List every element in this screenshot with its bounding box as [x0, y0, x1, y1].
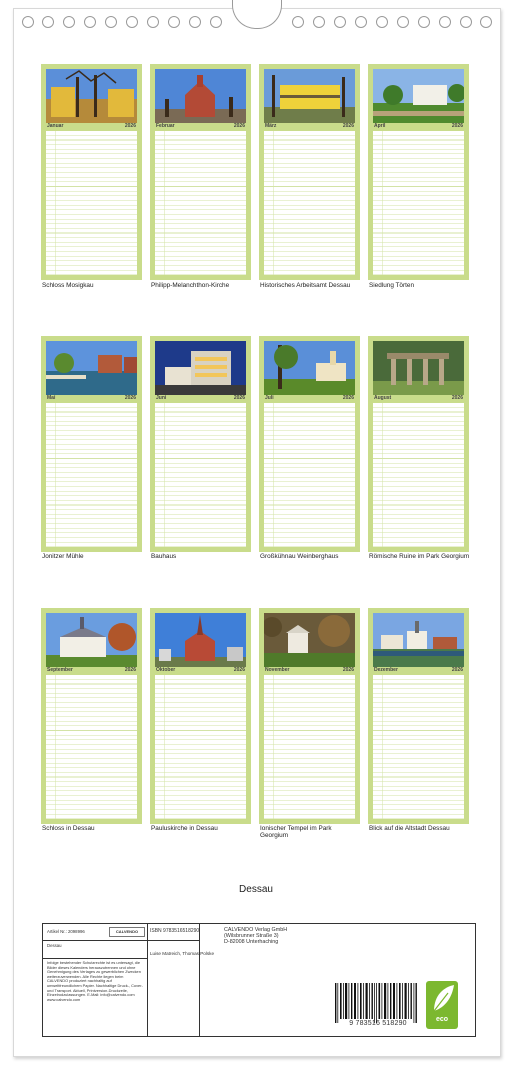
publisher-line: CALVENDO Verlag GmbH [224, 927, 288, 933]
month-header [46, 667, 137, 674]
month-year: 2026 [342, 395, 354, 401]
day-grid [46, 131, 137, 275]
month-panel-juni [150, 336, 251, 552]
product-info-box [42, 923, 476, 1037]
month-header [155, 123, 246, 130]
month-photo [155, 69, 246, 123]
month-photo [264, 69, 355, 123]
month-name: September [47, 667, 73, 673]
day-grid [264, 675, 355, 819]
month-name: Januar [47, 123, 64, 129]
binding-hole [355, 16, 367, 28]
month-year: 2026 [451, 395, 463, 401]
photo-caption: Historisches Arbeitsamt Dessau [260, 282, 351, 289]
article-number: Artikel Nr.: 2098996 [47, 929, 85, 934]
month-panel-juli [259, 336, 360, 552]
month-header [373, 395, 464, 402]
eco-label [426, 981, 458, 1029]
month-name: Oktober [156, 667, 176, 673]
month-photo [373, 341, 464, 395]
month-header [46, 395, 137, 402]
publisher-line: (Wilsbrunner Straße 3) [224, 933, 279, 940]
photo-caption: Großkühnau Weinberghaus [260, 553, 339, 560]
info-column-left [43, 924, 148, 1036]
month-panel-maerz [259, 64, 360, 280]
publisher-address [224, 927, 344, 946]
day-grid [264, 403, 355, 547]
binding-hole [105, 16, 117, 28]
month-year: 2026 [233, 667, 245, 673]
photo-caption: Ionischer Tempel im Park Georgium [260, 825, 332, 840]
binding-hole [480, 16, 492, 28]
month-year: 2026 [124, 123, 136, 129]
month-panel-mai [41, 336, 142, 552]
month-year: 2026 [233, 123, 245, 129]
barcode-number: 9 783516 518290 [349, 1020, 407, 1027]
binding-hole [63, 16, 75, 28]
info-column-middle [147, 924, 215, 1036]
month-header [264, 123, 355, 130]
binding-hole [397, 16, 409, 28]
month-header [155, 667, 246, 674]
day-grid [155, 403, 246, 547]
month-photo [46, 613, 137, 667]
month-panel-oktober [150, 608, 251, 824]
month-panel-dezember [368, 608, 469, 824]
month-year: 2026 [124, 667, 136, 673]
month-panel-april [368, 64, 469, 280]
month-header [373, 123, 464, 130]
day-grid [46, 675, 137, 819]
photo-caption: Römische Ruine im Park Georgium [369, 553, 470, 560]
month-panel-januar [41, 64, 142, 280]
month-header [155, 395, 246, 402]
divider [43, 940, 147, 941]
month-name: August [374, 395, 392, 401]
photo-caption: Siedlung Törten [369, 282, 415, 289]
binding-hole [126, 16, 138, 28]
month-photo [264, 341, 355, 395]
binding-hole [313, 16, 325, 28]
binding-hole [210, 16, 222, 28]
isbn: ISBN 9783516518290 [150, 928, 200, 934]
day-grid [155, 675, 246, 819]
month-panel-november [259, 608, 360, 824]
month-year: 2026 [124, 395, 136, 401]
month-name: Mai [47, 395, 56, 401]
binding-hole [418, 16, 430, 28]
binding-hole [168, 16, 180, 28]
month-name: November [265, 667, 290, 673]
month-panel-september [41, 608, 142, 824]
month-photo [155, 341, 246, 395]
photo-caption: Bauhaus [151, 553, 177, 560]
day-grid [373, 403, 464, 547]
divider [43, 958, 147, 959]
calendar-title: Dessau [239, 884, 273, 895]
month-name: Dezember [374, 667, 398, 673]
photo-caption: Schloss in Dessau [42, 825, 95, 832]
month-year: 2026 [451, 123, 463, 129]
month-header [264, 395, 355, 402]
month-name: Februar [156, 123, 175, 129]
photo-caption: Schloss Mosigkau [42, 282, 94, 289]
month-year: 2026 [451, 667, 463, 673]
day-grid [46, 403, 137, 547]
binding-hole [334, 16, 346, 28]
month-photo [46, 341, 137, 395]
binding-hole [376, 16, 388, 28]
binding-hole [292, 16, 304, 28]
binding-hole [42, 16, 54, 28]
month-photo [155, 613, 246, 667]
month-photo [46, 69, 137, 123]
month-year: 2026 [342, 123, 354, 129]
month-year: 2026 [342, 667, 354, 673]
month-header [264, 667, 355, 674]
divider [147, 940, 199, 941]
binding-hole [22, 16, 34, 28]
photo-caption: Jonitzer Mühle [42, 553, 84, 560]
month-photo [264, 613, 355, 667]
binding-hole [189, 16, 201, 28]
authors: Luise Matreich, Thomas Polske [150, 951, 215, 956]
publisher-line: D-82008 Unterhaching [224, 939, 279, 946]
month-name: März [265, 123, 277, 129]
day-grid [264, 131, 355, 275]
day-grid [373, 675, 464, 819]
binding-hole [460, 16, 472, 28]
month-panel-februar [150, 64, 251, 280]
month-header [46, 123, 137, 130]
legal-notice: Infolge bestehender Schutzrechte ist es untersagt, die Bilder dieses Kalenders herauszutrennen und ohne Genehmigung des Verlages zu gewerblichen Zwecken weiterzuverwenden. Alle Rechte liegen beim CALVENDO produziert nachhaltig auf umweltfreundlichem Papier. Nachhaltige Druck-, Cover- und Transport. Aktuell, Printversion-Druckzeile, Einzelrodzulassungen. E-Mail: info@calvendo.com www.calvendo.com [47, 960, 143, 1002]
month-name: Juni [156, 395, 167, 401]
month-name: Juli [265, 395, 274, 401]
photo-caption: Pauluskirche in Dessau [151, 825, 218, 832]
subject-text: Dessau [47, 943, 62, 948]
month-name: April [374, 123, 386, 129]
month-panel-august [368, 336, 469, 552]
binding-hole [147, 16, 159, 28]
leaf-icon [426, 981, 458, 1015]
month-photo [373, 69, 464, 123]
day-grid [155, 131, 246, 275]
calvendo-logo: CALVENDO [109, 927, 145, 937]
month-photo [373, 613, 464, 667]
month-header [373, 667, 464, 674]
month-year: 2026 [233, 395, 245, 401]
binding-hole [84, 16, 96, 28]
eco-text: eco [435, 1016, 449, 1023]
photo-caption: Blick auf die Altstadt Dessau [369, 825, 450, 832]
binding-hole [439, 16, 451, 28]
photo-caption: Philipp-Melanchthon-Kirche [151, 282, 230, 289]
day-grid [373, 131, 464, 275]
